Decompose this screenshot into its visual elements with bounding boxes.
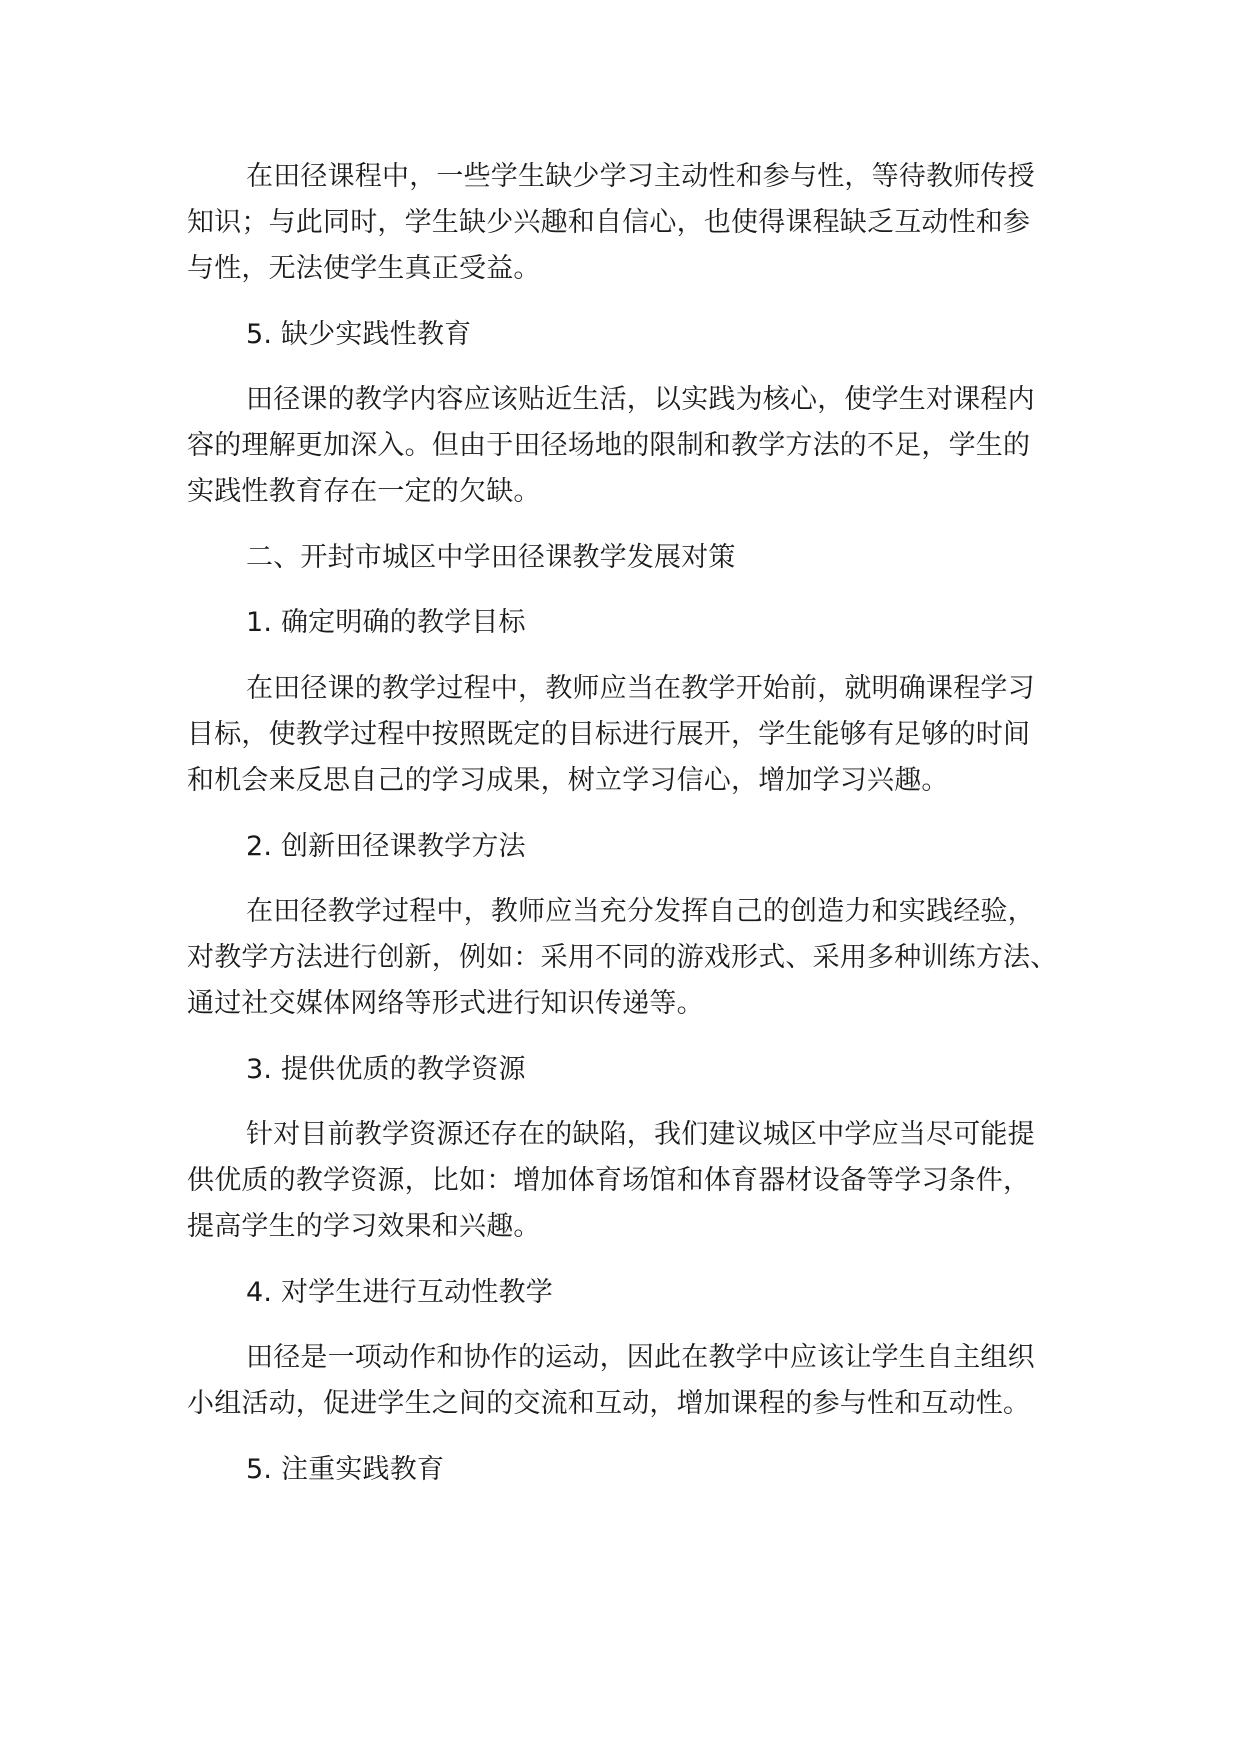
paragraph-line: 通过社交媒体网络等形式进行知识传递等。 [187,988,704,1019]
section-heading: 二、开封市城区中学田径课教学发展对策 [246,542,736,573]
paragraph-line: 目标，使教学过程中按照既定的目标进行展开，学生能够有足够的时间 [187,719,1031,750]
paragraph-line: 在田径课的教学过程中，教师应当在教学开始前，就明确课程学习 [246,673,1035,704]
paragraph-line: 田径课的教学内容应该贴近生活，以实践为核心，使学生对课程内 [246,384,1035,415]
subheading: 1. 确定明确的教学目标 [246,607,526,638]
paragraph-line: 小组活动，促进学生之间的交流和互动，增加课程的参与性和互动性。 [187,1388,1031,1419]
subheading: 4. 对学生进行互动性教学 [246,1277,553,1308]
subheading: 5. 注重实践教育 [246,1454,445,1485]
paragraph-line: 容的理解更加深入。但由于田径场地的限制和教学方法的不足，学生的 [187,430,1031,461]
paragraph-line: 提高学生的学习效果和兴趣。 [187,1211,541,1242]
subheading: 3. 提供优质的教学资源 [246,1054,526,1085]
paragraph-line: 田径是一项动作和协作的运动，因此在教学中应该让学生自主组织 [246,1342,1035,1373]
subheading: 5. 缺少实践性教育 [246,319,472,350]
subheading: 2. 创新田径课教学方法 [246,831,526,862]
paragraph-line: 实践性教育存在一定的欠缺。 [187,476,541,507]
paragraph-line: 在田径课程中，一些学生缺少学习主动性和参与性，等待教师传授 [246,161,1035,192]
paragraph-line: 在田径教学过程中，教师应当充分发挥自己的创造力和实践经验， [246,896,1035,927]
paragraph-line: 知识；与此同时，学生缺少兴趣和自信心，也使得课程缺乏互动性和参 [187,207,1031,238]
paragraph-line: 与性，无法使学生真正受益。 [187,253,541,284]
paragraph-line: 供优质的教学资源，比如：增加体育场馆和体育器材设备等学习条件， [187,1165,1031,1196]
paragraph-line: 针对目前教学资源还存在的缺陷，我们建议城区中学应当尽可能提 [246,1119,1035,1150]
paragraph-line: 对教学方法进行创新，例如：采用不同的游戏形式、采用多种训练方法、 [187,942,1058,973]
paragraph-line: 和机会来反思自己的学习成果，树立学习信心，增加学习兴趣。 [187,765,949,796]
